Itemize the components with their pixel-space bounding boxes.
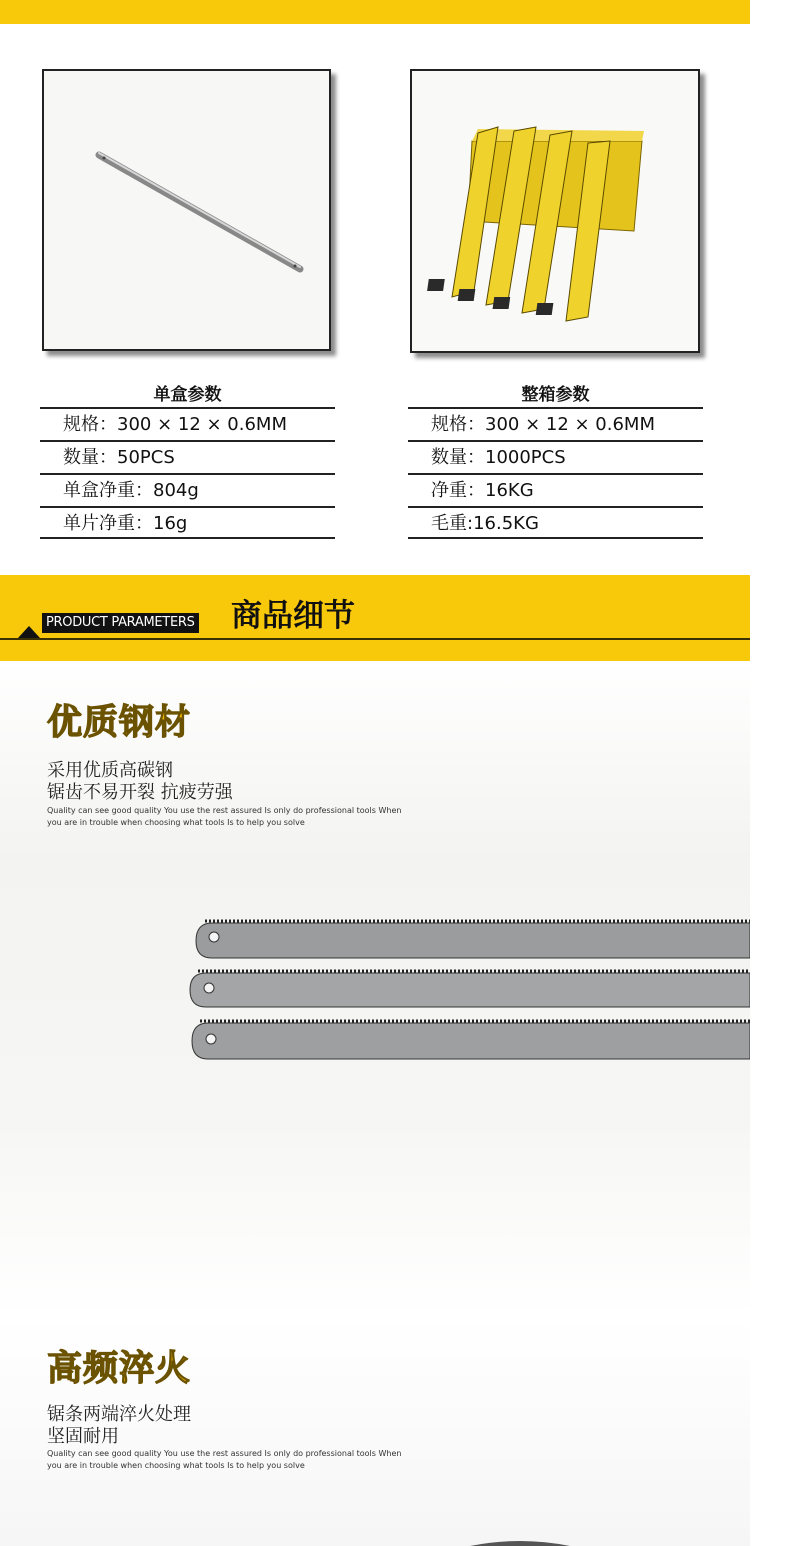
spec-row: 规格：300 × 12 × 0.6MM <box>408 407 703 440</box>
feature-quenching <box>0 1316 750 1546</box>
blade-edge-illustration <box>460 1536 580 1546</box>
spec-row: 净重：16KG <box>408 473 703 506</box>
feature-line: 锯齿不易开裂 抗疲劳强 <box>47 782 233 803</box>
feature-title: 优质钢材 <box>47 703 192 743</box>
feature-line: 锯条两端淬火处理 <box>47 1404 191 1425</box>
single-blade-photo <box>42 69 331 351</box>
section-divider <box>0 638 750 640</box>
boxed-blades-photo <box>410 69 700 353</box>
feature-title: 高频淬火 <box>47 1349 192 1389</box>
blade-illustration <box>44 71 329 349</box>
section-heading: 商品细节 <box>231 598 355 634</box>
full-case-title: 整箱参数 <box>521 385 590 405</box>
feature-english-note: Quality can see good quality You use the rest assured Is only do professional tools When you are in trouble when choosing what tools Is to help you solve <box>47 806 402 827</box>
blades-closeup-illustration <box>0 901 750 1071</box>
boxes-illustration <box>412 71 698 351</box>
page-margin <box>750 0 790 1546</box>
spec-row: 单片净重：16g <box>40 506 335 539</box>
triangle-up-icon <box>18 626 40 638</box>
spec-row: 数量：50PCS <box>40 440 335 473</box>
single-box-specs <box>40 383 335 539</box>
spec-row: 单盒净重：804g <box>40 473 335 506</box>
spec-row: 规格：300 × 12 × 0.6MM <box>40 407 335 440</box>
feature-english-note: Quality can see good quality You use the rest assured Is only do professional tools When you are in trouble when choosing what tools Is to help you solve <box>47 1449 402 1470</box>
section-chip: PRODUCT PARAMETERS <box>42 613 199 633</box>
spec-row: 毛重:16.5KG <box>408 506 703 539</box>
spec-row: 数量：1000PCS <box>408 440 703 473</box>
full-case-specs <box>408 383 703 539</box>
feature-line: 坚固耐用 <box>47 1426 119 1447</box>
feature-steel <box>0 661 750 1316</box>
top-yellow-band <box>0 0 750 24</box>
single-box-title: 单盒参数 <box>153 385 222 405</box>
feature-line: 采用优质高碳钢 <box>47 760 173 781</box>
section-header-band <box>0 575 750 661</box>
